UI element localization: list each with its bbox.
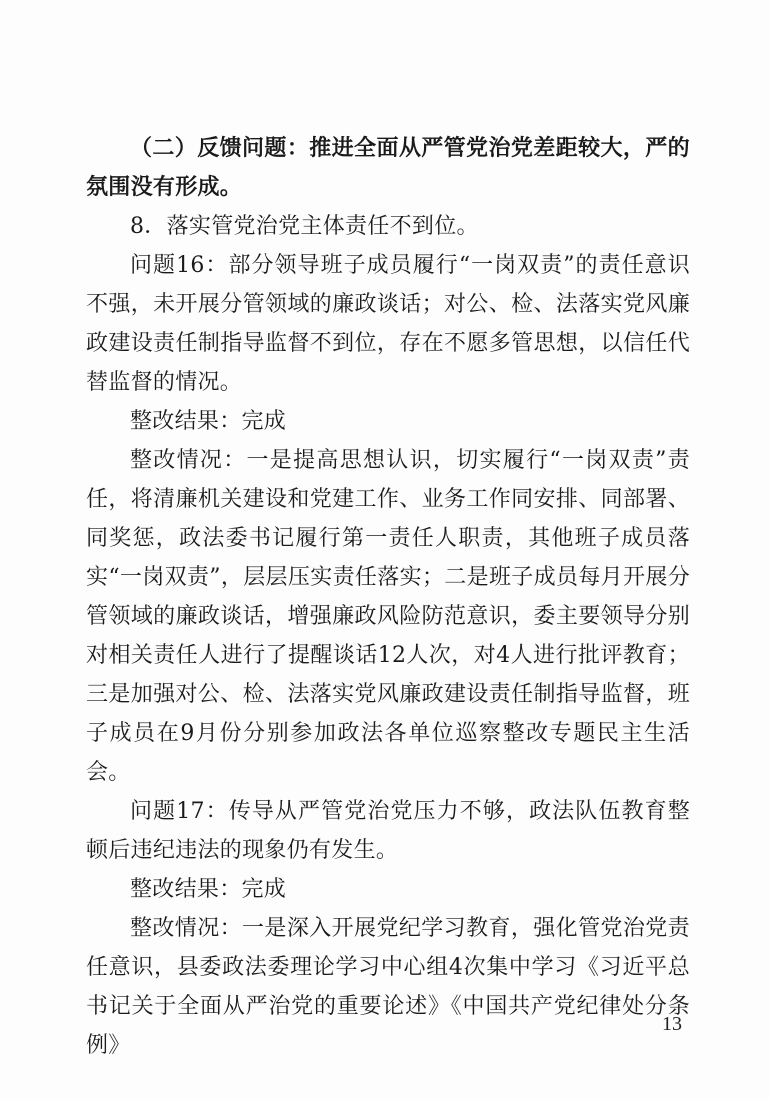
page-number: 13 [662, 1013, 682, 1035]
result-paragraph: 整改结果：完成 [130, 877, 287, 902]
item-heading: 8．落实管党治党主体责任不到位。 [130, 214, 479, 239]
document-body [86, 129, 690, 1065]
section-heading: （二）反馈问题：推进全面从严管党治党差距较大，严的氛围没有形成。 [86, 135, 690, 200]
problem-paragraph: 问题16：部分领导班子成员履行“一岗双责”的责任意识不强，未开展分管领域的廉政谈话；对公、检、法落实党风廉政建设责任制指导监督不到位，存在不愿多管思想，以信任代替监督的情况。 [86, 253, 690, 395]
result-paragraph: 整改结果：完成 [130, 409, 287, 434]
status-paragraph: 整改情况：一是深入开展党纪学习教育，强化管党治党责任意识，县委政法委理论学习中心组4次集中学习《习近平总书记关于全面从严治党的重要论述》《中国共产党纪律处分条例》 [86, 916, 690, 1058]
status-paragraph: 整改情况：一是提高思想认识，切实履行“一岗双责”责任，将清廉机关建设和党建工作、业务工作同安排、同部署、同奖惩，政法委书记履行第一责任人职责，其他班子成员落实“一岗双责”，层层压实责任落实；二是班子成员每月开展分管领域的廉政谈话，增强廉政风险防范意识，委主要领导分别对相关责任人进行了提醒谈话12人次，对4人进行批评教育；三是加强对公、检、法落实党风廉政建设责任制指导监督，班子成员在9月份分别参加政法各单位巡察整改专题民主生活会。 [86, 448, 690, 785]
problem-paragraph: 问题17：传导从严管党治党压力不够，政法队伍教育整顿后违纪违法的现象仍有发生。 [86, 799, 690, 863]
